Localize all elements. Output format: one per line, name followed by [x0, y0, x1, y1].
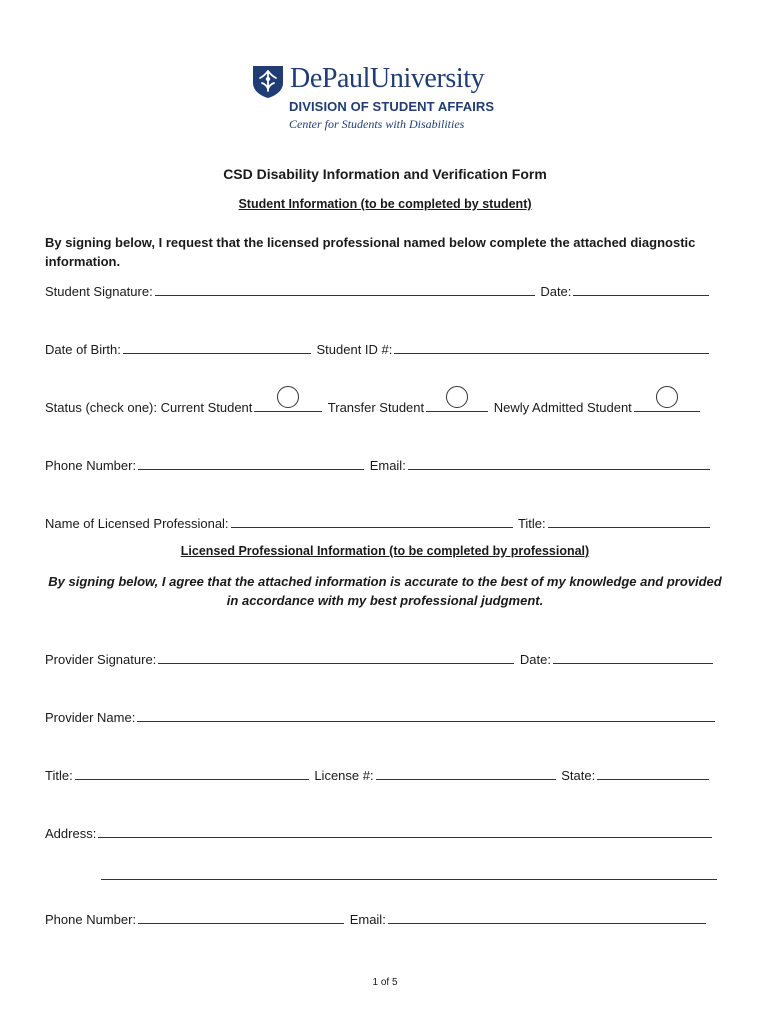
licensed-professional-row	[45, 514, 712, 531]
provider-phone-row	[45, 910, 708, 927]
license-label: License #:	[314, 768, 374, 783]
student-phone-label: Phone Number:	[45, 458, 137, 473]
transfer-student-radio[interactable]	[446, 386, 468, 408]
provider-name-field[interactable]	[137, 708, 715, 722]
current-student-option[interactable]	[254, 398, 322, 412]
professional-consent-line1: By signing below, I agree that the attached information is accurate to the best of my knowledge and provided	[48, 574, 722, 589]
newly-admitted-radio[interactable]	[656, 386, 678, 408]
current-student-radio[interactable]	[277, 386, 299, 408]
student-consent-text: By signing below, I request that the licensed professional named below complete the attached diagnostic information.	[45, 235, 696, 269]
student-phone-field[interactable]	[138, 456, 364, 470]
dob-field[interactable]	[123, 340, 311, 354]
transfer-label: Transfer Student	[327, 400, 425, 415]
newly-admitted-label: Newly Admitted Student	[493, 400, 632, 415]
provider-title-label: Title:	[45, 768, 73, 783]
provider-date-field[interactable]	[553, 650, 713, 664]
address-row-2	[99, 866, 719, 883]
student-email-label: Email:	[369, 458, 406, 473]
provider-signature-row	[45, 650, 715, 667]
provider-name-row	[45, 708, 717, 725]
professional-title-label: Title:	[517, 516, 546, 531]
student-signature-row	[45, 282, 711, 299]
division-name: DIVISION OF STUDENT AFFAIRS	[289, 99, 495, 114]
provider-email-label: Email:	[349, 912, 386, 927]
center-name: Center for Students with Disabilities	[289, 117, 465, 131]
state-field[interactable]	[597, 766, 709, 780]
provider-signature-field[interactable]	[158, 650, 514, 664]
license-field[interactable]	[376, 766, 556, 780]
address-row	[45, 824, 714, 841]
dob-label: Date of Birth:	[45, 342, 121, 357]
student-date-label: Date:	[540, 284, 572, 299]
transfer-student-option[interactable]	[426, 398, 488, 412]
provider-email-field[interactable]	[388, 910, 706, 924]
provider-title-field[interactable]	[75, 766, 309, 780]
provider-phone-field[interactable]	[138, 910, 344, 924]
licensed-professional-label: Name of Licensed Professional:	[45, 516, 229, 531]
student-email-field[interactable]	[408, 456, 710, 470]
provider-phone-label: Phone Number:	[45, 912, 137, 927]
student-date-field[interactable]	[573, 282, 709, 296]
provider-name-label: Provider Name:	[45, 710, 136, 725]
student-id-field[interactable]	[394, 340, 709, 354]
depaul-logo	[252, 64, 522, 134]
university-name: DePaulUniversity	[290, 63, 485, 94]
state-label: State:	[561, 768, 596, 783]
student-signature-field[interactable]	[155, 282, 535, 296]
newly-admitted-option[interactable]	[634, 398, 700, 412]
address-field-line1[interactable]	[98, 824, 712, 838]
student-phone-row	[45, 456, 712, 473]
form-title: CSD Disability Information and Verification Form	[223, 166, 547, 182]
status-row	[45, 398, 702, 415]
provider-signature-label: Provider Signature:	[45, 652, 157, 667]
provider-credentials-row	[45, 766, 711, 783]
address-label: Address:	[45, 826, 97, 841]
student-section-heading: Student Information (to be completed by student)	[238, 197, 532, 211]
student-id-label: Student ID #:	[316, 342, 393, 357]
dob-row	[45, 340, 711, 357]
professional-title-field[interactable]	[548, 514, 710, 528]
provider-date-label: Date:	[519, 652, 551, 667]
professional-section-heading: Licensed Professional Information (to be completed by professional)	[180, 544, 590, 558]
status-label: Status (check one): Current Student	[45, 400, 253, 415]
student-signature-label: Student Signature:	[45, 284, 153, 299]
address-field-line2[interactable]	[101, 866, 717, 880]
professional-consent-line2: in accordance with my best professional judgment.	[226, 593, 544, 608]
depaul-shield-icon	[252, 65, 284, 98]
licensed-professional-field[interactable]	[231, 514, 513, 528]
page-number: 1 of 5	[372, 977, 398, 988]
